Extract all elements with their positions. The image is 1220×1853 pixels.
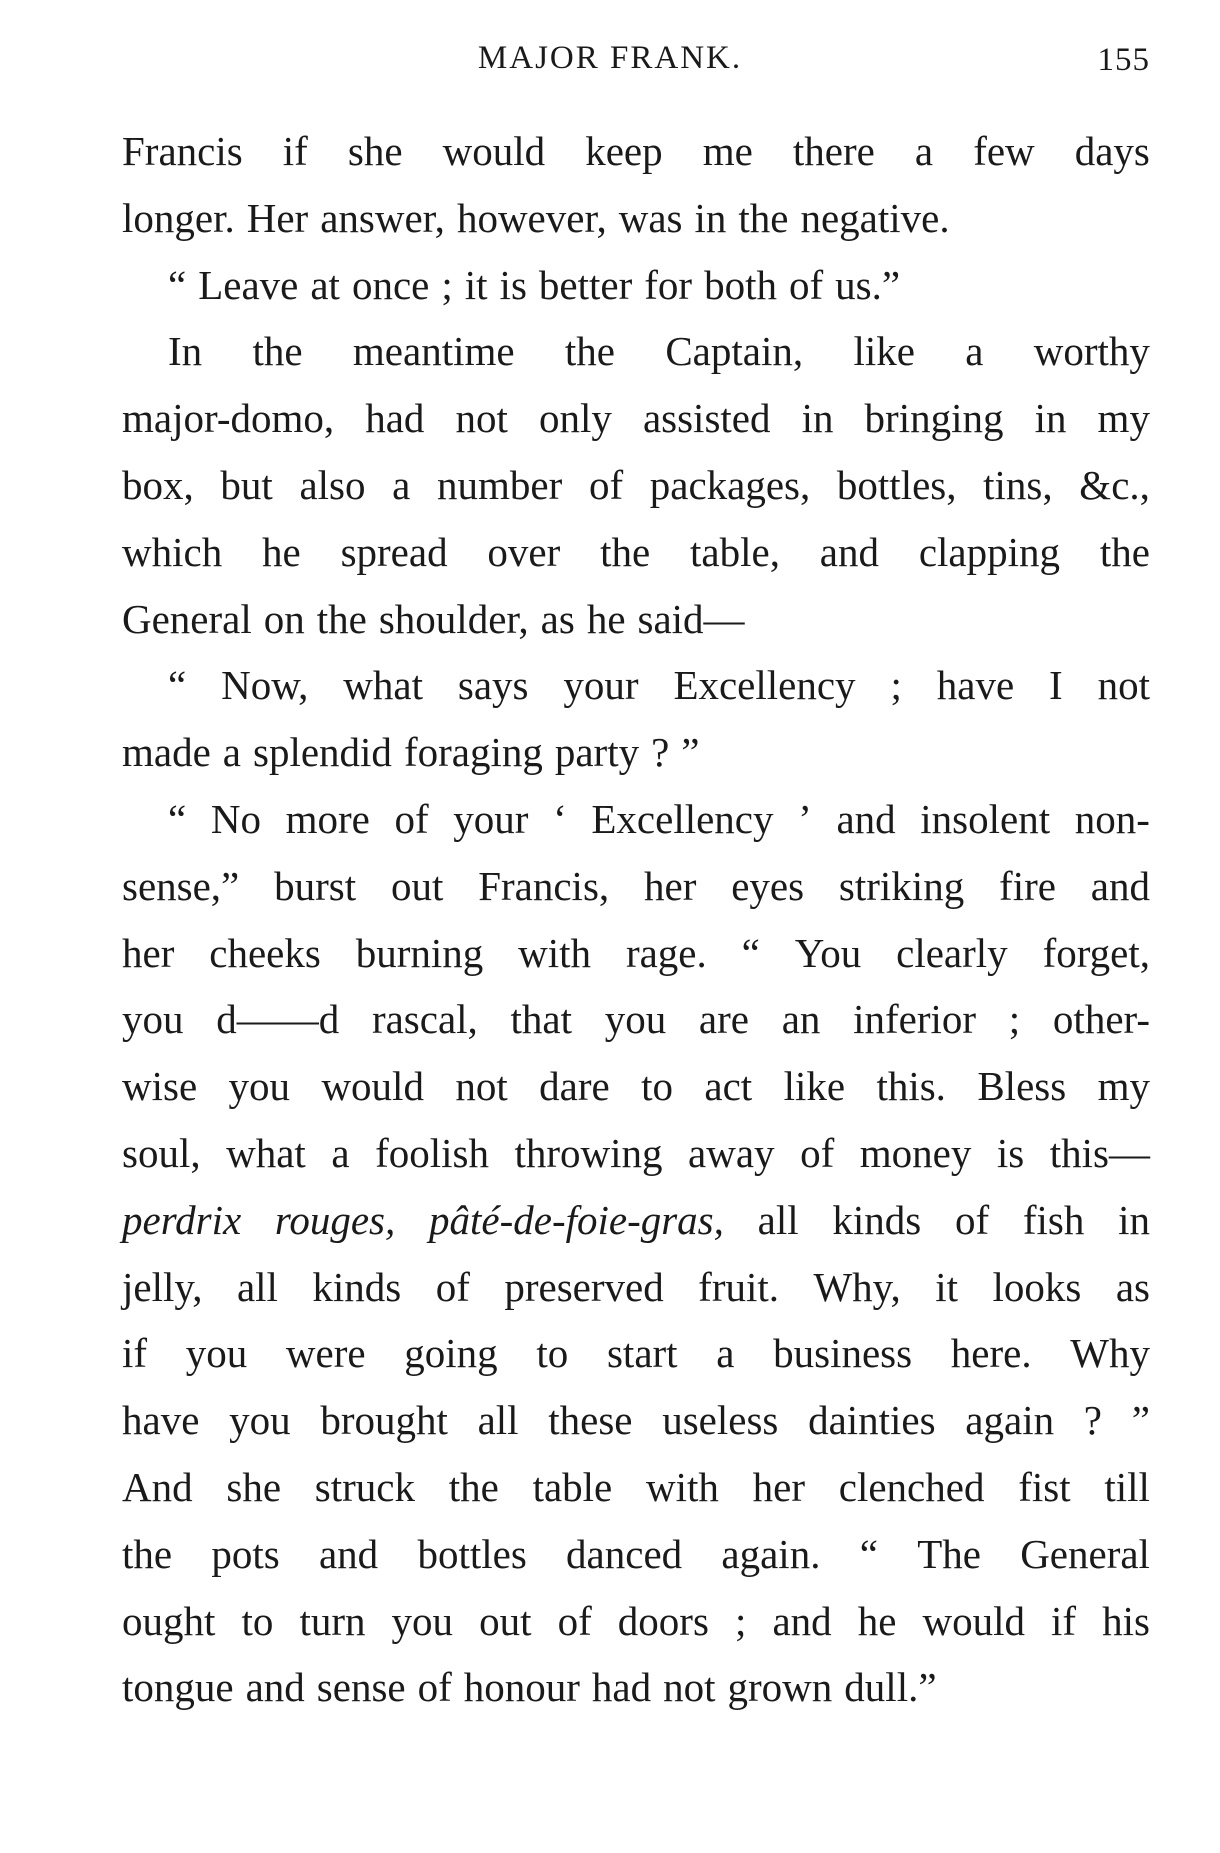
word: Why	[1070, 1330, 1150, 1377]
word: pots	[211, 1530, 280, 1577]
word: party	[554, 729, 640, 776]
word: this.	[876, 1063, 946, 1110]
text-line	[122, 1254, 1150, 1321]
word: I	[1049, 662, 1063, 709]
word: are	[698, 996, 749, 1043]
word: your	[453, 795, 529, 842]
word: non-	[1074, 795, 1150, 842]
word: General	[1020, 1530, 1150, 1577]
word: longer.	[122, 194, 235, 241]
word: bringing	[864, 395, 1004, 442]
word: for	[644, 261, 693, 308]
word: ”	[681, 729, 700, 776]
word: Her	[246, 194, 309, 241]
word: start	[606, 1330, 678, 1377]
word: days	[1074, 128, 1150, 174]
text-line	[122, 786, 1150, 853]
word: Excellency	[591, 795, 774, 842]
word: You	[794, 929, 862, 976]
word: foolish	[375, 1129, 489, 1176]
word: ‘	[553, 795, 567, 842]
word: &c.,	[1079, 461, 1150, 508]
text-line	[122, 1187, 1150, 1254]
word: worthy	[1033, 328, 1150, 375]
word: No	[210, 795, 261, 842]
word: my	[1097, 395, 1150, 442]
word: ;	[734, 1597, 747, 1644]
text-line	[122, 1654, 1150, 1721]
word: and	[819, 528, 879, 575]
word: clearly	[896, 929, 1008, 976]
word: us.”	[835, 261, 901, 308]
word: foraging	[403, 729, 543, 776]
word: in	[1034, 395, 1067, 442]
word: of	[394, 795, 429, 842]
word: he	[857, 1597, 897, 1644]
word: not	[455, 395, 508, 442]
word: if	[282, 128, 308, 174]
word: have	[936, 662, 1015, 709]
word: what	[343, 662, 423, 709]
word: again	[965, 1397, 1055, 1444]
word: the	[738, 194, 789, 241]
text-line	[122, 185, 1150, 252]
text-line	[122, 652, 1150, 719]
word: a	[914, 128, 934, 174]
word: insolent	[920, 795, 1051, 842]
word: with	[646, 1463, 719, 1510]
word: rouges,	[274, 1196, 396, 1243]
word: you	[229, 1397, 291, 1444]
word: inferior	[853, 996, 977, 1043]
word: of	[800, 1129, 835, 1176]
word: Francis	[122, 128, 243, 174]
word: of	[557, 1597, 592, 1644]
word: forget,	[1042, 929, 1150, 976]
word: said—	[637, 595, 745, 642]
word: bottles,	[836, 461, 957, 508]
text-line	[122, 1320, 1150, 1387]
word: d——d	[216, 996, 340, 1043]
word: were	[285, 1330, 366, 1377]
word: a	[965, 328, 984, 375]
word: these	[548, 1397, 633, 1444]
word: have	[122, 1397, 200, 1444]
word: both	[704, 261, 777, 308]
word: “	[859, 1530, 878, 1577]
word: meantime	[352, 328, 515, 375]
word: preserved	[504, 1263, 664, 1310]
word: in	[1118, 1196, 1150, 1243]
text-line	[122, 1120, 1150, 1187]
word: Leave	[198, 261, 299, 308]
word: sense,”	[122, 862, 240, 909]
word: she	[226, 1463, 282, 1510]
text-line	[122, 1387, 1150, 1454]
word: act	[704, 1063, 753, 1110]
word: not	[663, 1664, 716, 1711]
word: rascal,	[371, 996, 478, 1043]
word: me	[702, 128, 753, 174]
word: And	[122, 1463, 193, 1510]
word: you	[228, 1063, 291, 1110]
word: shoulder,	[378, 595, 529, 642]
word: in	[694, 194, 727, 241]
word: would	[442, 128, 546, 174]
word: ?	[651, 729, 670, 776]
word: number	[437, 461, 563, 508]
word: better	[538, 261, 633, 308]
word: would	[922, 1597, 1025, 1644]
word: General	[122, 595, 252, 642]
word: ought	[122, 1597, 216, 1644]
word: going	[404, 1330, 498, 1377]
word: was	[618, 194, 683, 241]
word: you	[185, 1330, 248, 1377]
word: business	[773, 1330, 913, 1377]
word: negative.	[800, 194, 950, 241]
word: away	[688, 1129, 775, 1176]
text-line	[122, 1588, 1150, 1655]
word: “	[168, 662, 187, 709]
word: the	[564, 328, 615, 375]
word: the	[122, 1530, 173, 1577]
word: a	[392, 461, 411, 508]
word: fist	[1018, 1463, 1071, 1510]
word: here.	[950, 1330, 1032, 1377]
word: her	[752, 1463, 806, 1510]
word: to	[536, 1330, 569, 1377]
word: of	[435, 1263, 470, 1310]
word: dainties	[808, 1397, 936, 1444]
word: the	[252, 328, 303, 375]
word: perdrix	[122, 1196, 242, 1243]
word: “	[741, 929, 760, 976]
word: splendid	[253, 729, 392, 776]
text-line	[122, 452, 1150, 519]
word: to	[241, 1597, 274, 1644]
word: In	[168, 328, 203, 375]
word: dare	[539, 1063, 610, 1110]
word: made	[122, 729, 211, 776]
word: soul,	[122, 1129, 201, 1176]
word: ;	[890, 662, 902, 709]
word: to	[641, 1063, 673, 1110]
word: the	[1099, 528, 1150, 575]
word: of	[417, 1664, 452, 1711]
word: the	[448, 1463, 499, 1510]
word: is	[499, 261, 527, 308]
word: there	[792, 128, 875, 174]
word: he	[262, 528, 301, 575]
word: Captain,	[665, 328, 804, 375]
word: and	[318, 1530, 379, 1577]
word: my	[1097, 1063, 1150, 1110]
word: honour	[463, 1664, 580, 1711]
word: not	[455, 1063, 508, 1110]
word: an	[781, 996, 821, 1043]
word: she	[347, 128, 403, 174]
word: clapping	[918, 528, 1060, 575]
word: few	[973, 128, 1035, 174]
text-line	[122, 252, 1150, 319]
word: her	[644, 862, 697, 909]
word: Bless	[977, 1063, 1067, 1110]
word: till	[1104, 1463, 1150, 1510]
word: ;	[441, 261, 453, 308]
word: Excellency	[673, 662, 856, 709]
word: struck	[314, 1463, 415, 1510]
text-line	[122, 986, 1150, 1053]
word: a	[716, 1330, 735, 1377]
word: doors	[617, 1597, 709, 1644]
word: again.	[721, 1530, 821, 1577]
word: it	[935, 1263, 959, 1310]
word: ?	[1083, 1397, 1102, 1444]
word: and	[836, 795, 896, 842]
body-text	[122, 118, 1150, 1721]
word: assisted	[642, 395, 771, 442]
word: fruit.	[698, 1263, 780, 1310]
word: “	[168, 261, 187, 308]
word: however,	[456, 194, 607, 241]
word: of	[954, 1196, 990, 1243]
word: once	[351, 261, 430, 308]
word: what	[226, 1129, 306, 1176]
word: all	[757, 1196, 799, 1243]
word: tins,	[983, 461, 1053, 508]
word: Francis,	[478, 862, 610, 909]
word: you	[391, 1597, 454, 1644]
word: all	[477, 1397, 519, 1444]
word: the	[600, 528, 651, 575]
word: “	[168, 795, 187, 842]
word: jelly,	[122, 1263, 203, 1310]
word: fire	[999, 862, 1056, 909]
word: Why,	[813, 1263, 901, 1310]
word: and	[772, 1597, 832, 1644]
word: the	[316, 595, 367, 642]
word: this—	[1049, 1129, 1150, 1176]
text-line	[122, 1454, 1150, 1521]
word: kinds	[832, 1196, 922, 1243]
word: which	[122, 528, 223, 575]
word: ;	[1008, 996, 1021, 1043]
page-number: 155	[1097, 42, 1150, 78]
word: out	[479, 1597, 532, 1644]
word: danced	[566, 1530, 683, 1577]
word: out	[390, 862, 444, 909]
text-line	[122, 1053, 1150, 1120]
word: cheeks	[209, 929, 321, 976]
word: burning	[355, 929, 484, 976]
word: it	[464, 261, 488, 308]
word: bottles	[417, 1530, 527, 1577]
word: also	[299, 461, 366, 508]
word: he	[586, 595, 626, 642]
text-line	[122, 318, 1150, 385]
word: as	[540, 595, 575, 642]
word: is	[996, 1129, 1025, 1176]
word: and	[245, 1664, 305, 1711]
word: packages,	[649, 461, 811, 508]
text-line	[122, 719, 1150, 786]
word: at	[310, 261, 340, 308]
word: clenched	[838, 1463, 985, 1510]
word: if	[122, 1330, 148, 1377]
word: you	[122, 996, 184, 1043]
word: looks	[992, 1263, 1082, 1310]
word: a	[331, 1129, 350, 1176]
word: ”	[1131, 1397, 1150, 1444]
word: like	[783, 1063, 846, 1110]
word: wise	[122, 1063, 198, 1110]
word: fish	[1022, 1196, 1085, 1243]
word: other-	[1052, 996, 1150, 1043]
word: box,	[122, 461, 194, 508]
word: tongue	[122, 1664, 234, 1711]
word: like	[853, 328, 915, 375]
word: only	[538, 395, 612, 442]
word: brought	[320, 1397, 448, 1444]
word: turn	[299, 1597, 366, 1644]
word: keep	[585, 128, 663, 174]
word: your	[563, 662, 639, 709]
word: rage.	[625, 929, 707, 976]
text-line	[122, 1521, 1150, 1588]
word: would	[321, 1063, 424, 1110]
word: kinds	[312, 1263, 402, 1310]
word: ’	[798, 795, 812, 842]
word: over	[487, 528, 561, 575]
word: you	[604, 996, 667, 1043]
word: useless	[662, 1397, 779, 1444]
word: that	[510, 996, 572, 1043]
word: but	[220, 461, 273, 508]
word: grown	[727, 1664, 833, 1711]
word: table,	[690, 528, 780, 575]
word: striking	[838, 862, 965, 909]
word: with	[518, 929, 592, 976]
word: as	[1115, 1263, 1150, 1310]
word: money	[859, 1129, 972, 1176]
word: had	[591, 1664, 652, 1711]
text-line	[122, 519, 1150, 586]
word: not	[1097, 662, 1150, 709]
text-line	[122, 920, 1150, 987]
text-line	[122, 853, 1150, 920]
word: dull.”	[844, 1664, 937, 1711]
word: table	[532, 1463, 613, 1510]
word: answer,	[320, 194, 445, 241]
word: throwing	[514, 1129, 663, 1176]
word: of	[588, 461, 624, 508]
word: more	[285, 795, 370, 842]
word: eyes	[731, 862, 805, 909]
word: Now,	[221, 662, 309, 709]
word: pâté-de-foie-gras,	[429, 1196, 724, 1243]
text-line	[122, 385, 1150, 452]
word: his	[1102, 1597, 1150, 1644]
running-title: MAJOR FRANK.	[477, 40, 743, 76]
word: in	[801, 395, 834, 442]
word: of	[788, 261, 824, 308]
word: a	[222, 729, 241, 776]
word: The	[917, 1530, 981, 1577]
word: had	[365, 395, 425, 442]
word: spread	[340, 528, 448, 575]
text-line	[122, 118, 1150, 185]
word: on	[263, 595, 305, 642]
word: burst	[274, 862, 357, 909]
word: and	[1090, 862, 1150, 909]
text-line	[122, 586, 1150, 653]
word: if	[1051, 1597, 1077, 1644]
word: her	[122, 929, 175, 976]
word: says	[457, 662, 529, 709]
word: sense	[316, 1664, 406, 1711]
word: major-domo,	[122, 395, 335, 442]
word: all	[236, 1263, 278, 1310]
